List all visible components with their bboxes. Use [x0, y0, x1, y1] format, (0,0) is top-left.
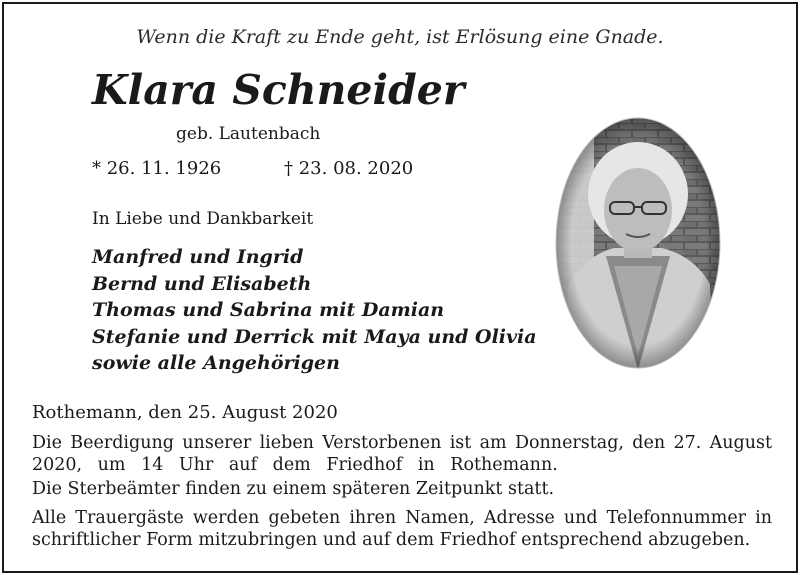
motto: Wenn die Kraft zu Ende geht, ist Erlösung eine Gnade. — [136, 26, 664, 48]
guests-line: Alle Trauergäste werden gebeten ihren Namen, Adresse und Telefonnummer in — [32, 508, 772, 528]
guests-line: schriftlicher Form mitzubringen und auf dem Friedhof entsprechend abzugeben. — [32, 530, 751, 550]
maiden-name: geb. Lautenbach — [176, 124, 321, 144]
family-list — [92, 244, 537, 377]
family-member: Bernd und Elisabeth — [92, 272, 312, 295]
death-date: † 23. 08. 2020 — [284, 158, 414, 179]
family-member: Stefanie und Derrick mit Maya und Olivia — [92, 325, 537, 348]
family-member: Manfred und Ingrid — [92, 246, 304, 268]
family-member: sowie alle Angehörigen — [92, 352, 340, 374]
place-date: Rothemann, den 25. August 2020 — [32, 402, 338, 423]
birth-date: * 26. 11. 1926 — [92, 158, 222, 179]
deceased-name: Klara Schneider — [92, 66, 465, 114]
funeral-mass-note: Die Sterbeämter finden zu einem späteren Zeitpunkt statt. — [32, 479, 555, 499]
funeral-notice — [32, 432, 772, 476]
family-member: Thomas und Sabrina mit Damian — [92, 299, 445, 321]
guests-notice — [32, 507, 772, 551]
funeral-line: 2020, um 14 Uhr auf dem Friedhof in Rothemann. — [32, 455, 558, 475]
thanks-line: In Liebe und Dankbarkeit — [92, 209, 314, 229]
funeral-line: Die Beerdigung unserer lieben Verstorbenen ist am Donnerstag, den 27. August — [32, 433, 772, 453]
portrait-photo — [554, 116, 722, 370]
